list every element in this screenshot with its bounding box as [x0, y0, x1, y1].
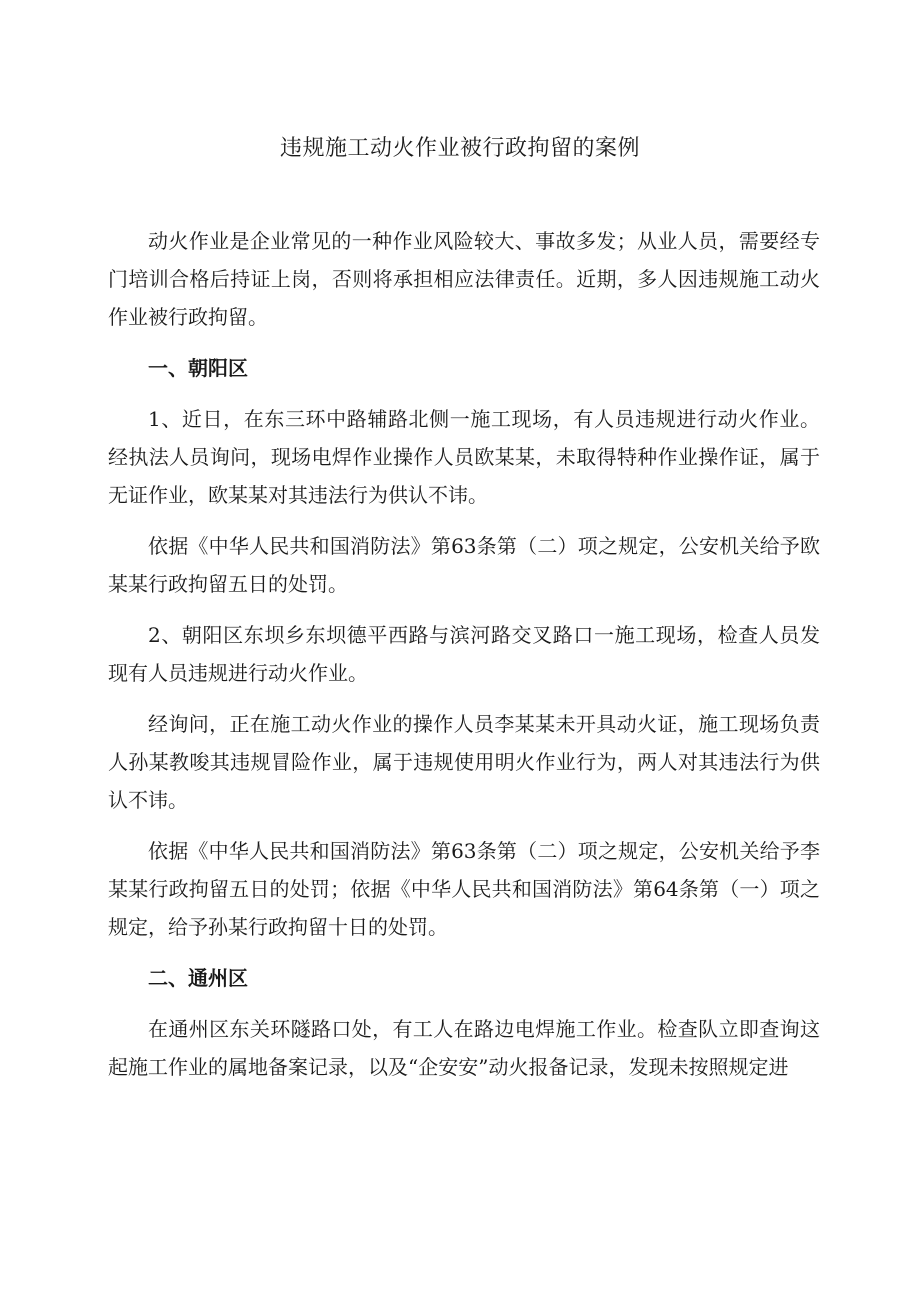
section-heading-chaoyang: 一、朝阳区 — [148, 356, 248, 380]
case-1-penalty-paragraph: 依据《中华人民共和国消防法》第63条第（二）项之规定，公安机关给予欧某某行政拘留五日的处罚。 — [108, 534, 820, 596]
case-2-inquiry-paragraph: 经询问，正在施工动火作业的操作人员李某某未开具动火证，施工现场负责人孙某教唆其违规冒险作业，属于违规使用明火作业行为，两人对其违法行为供认不讳。 — [108, 712, 820, 812]
case-1-paragraph: 1、近日，在东三环中路辅路北侧一施工现场，有人员违规进行动火作业。经执法人员询问，现场电焊作业操作人员欧某某，未取得特种作业操作证，属于无证作业，欧某某对其违法行为供认不讳。 — [108, 407, 820, 507]
intro-paragraph: 动火作业是企业常见的一种作业风险较大、事故多发；从业人员，需要经专门培训合格后持证上岗，否则将承担相应法律责任。近期，多人因违规施工动火作业被行政拘留。 — [108, 229, 820, 329]
tongzhou-case-paragraph: 在通州区东关环隧路口处，有工人在路边电焊施工作业。检查队立即查询这起施工作业的属地备案记录，以及“企安安”动火报备记录，发现未按照规定进 — [108, 1017, 820, 1079]
case-2-paragraph: 2、朝阳区东坝乡东坝德平西路与滨河路交叉路口一施工现场，检查人员发现有人员违规进行动火作业。 — [108, 623, 820, 685]
document-title: 违规施工动火作业被行政拘留的案例 — [279, 136, 640, 161]
section-heading-tongzhou: 二、通州区 — [148, 966, 248, 990]
case-2-penalty-paragraph: 依据《中华人民共和国消防法》第63条第（二）项之规定，公安机关给予李某某行政拘留五日的处罚；依据《中华人民共和国消防法》第64条第（一）项之规定，给予孙某行政拘留十日的处罚。 — [108, 839, 820, 939]
document-body — [108, 222, 820, 1099]
